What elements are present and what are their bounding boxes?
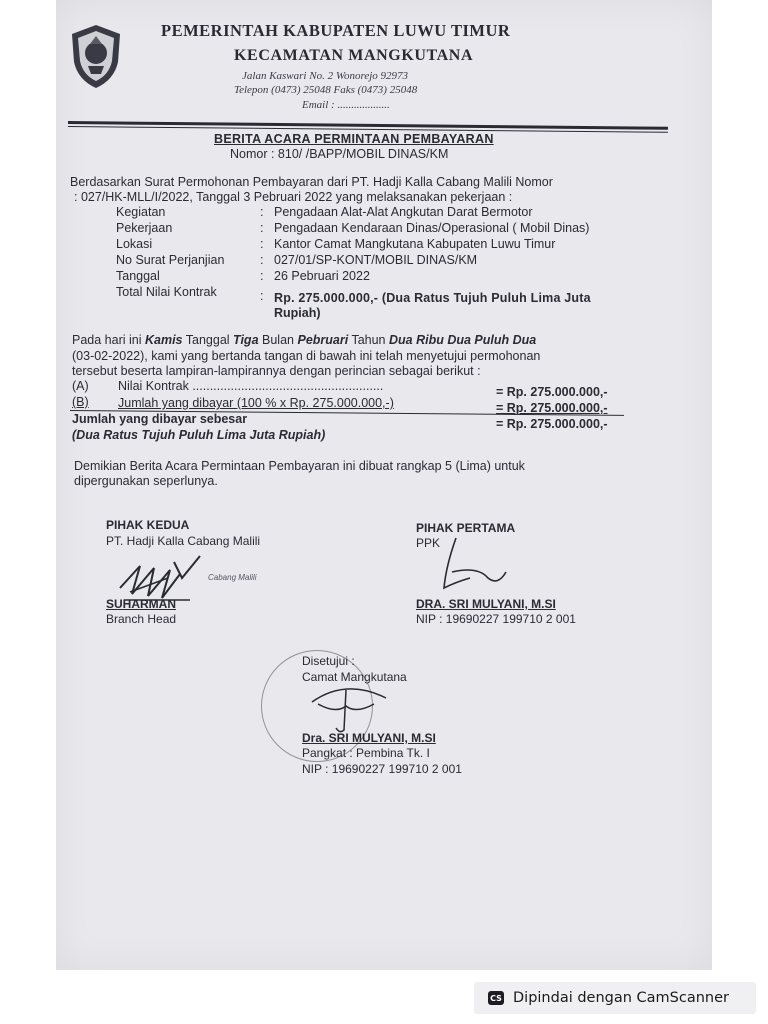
total-paid-value: = Rp. 275.000.000,- (496, 417, 608, 431)
contract-total-value: Rp. 275.000.000,- (Dua Ratus Tujuh Puluh Lima Juta (274, 291, 591, 305)
address-line: Jalan Kaswari No. 2 Wonorejo 92973 (242, 70, 409, 82)
email-line: Email : ................... (302, 99, 390, 111)
closing-line-2: dipergunakan seperlunya. (74, 474, 218, 488)
contract-total-value-cont: Rupiah) (274, 306, 321, 320)
detail-label: Lokasi (116, 237, 153, 251)
item-a-value: = Rp. 275.000.000,- (496, 385, 608, 399)
party2-stamp-text: Cabang Malili (208, 573, 257, 582)
party1-nip: NIP : 19690227 199710 2 001 (416, 612, 576, 626)
detail-colon: : (260, 205, 264, 219)
detail-value: 027/01/SP-KONT/MOBIL DINAS/KM (274, 253, 478, 267)
item-b-label: Jumlah yang dibayar (100 % x Rp. 275.000.000,-) (118, 396, 394, 410)
regency-logo (68, 22, 124, 90)
detail-colon: : (260, 221, 264, 235)
item-b-value: = Rp. 275.000.000,- (496, 401, 608, 415)
approval-name: Dra. SRI MULYANI, M.SI (302, 731, 436, 745)
detail-colon: : (260, 269, 264, 283)
detail-colon: : (260, 237, 264, 251)
party2-org: PT. Hadji Kalla Cabang Malili (106, 534, 261, 548)
detail-value: 26 Pebruari 2022 (274, 269, 370, 283)
closing-line-1: Demikian Berita Acara Permintaan Pembayaran ini dibuat rangkap 5 (Lima) untuk (74, 459, 525, 473)
party1-signature (426, 536, 516, 600)
party2-name: SUHARMAN (106, 597, 176, 611)
total-paid-label: Jumlah yang dibayar sebesar (72, 412, 248, 426)
para-line-3: tersebut beserta lampiran-lampirannya dengan perincian sebagai berikut : (72, 364, 481, 378)
approval-signature (306, 680, 396, 734)
detail-label: Pekerjaan (116, 221, 173, 235)
detail-value: Kantor Camat Mangkutana Kabupaten Luwu Timur (274, 237, 556, 251)
detail-label: Tanggal (116, 269, 160, 283)
scanned-document (56, 0, 712, 970)
detail-label: No Surat Perjanjian (116, 253, 225, 267)
camscanner-icon: CS (488, 991, 504, 1005)
detail-value: Pengadaan Kendaraan Dinas/Operasional ( Mobil Dinas) (274, 221, 590, 235)
detail-colon: : (260, 289, 264, 303)
party2-heading: PIHAK KEDUA (106, 518, 190, 532)
camscanner-watermark (474, 982, 756, 1014)
total-paid-words: (Dua Ratus Tujuh Puluh Lima Juta Rupiah) (72, 428, 326, 442)
party1-name: DRA. SRI MULYANI, M.SI (416, 597, 556, 611)
para-line-1: Pada hari ini Kamis Tanggal Tiga Bulan Pebruari Tahun Dua Ribu Dua Puluh Dua (72, 333, 537, 347)
party1-org: PPK (416, 536, 441, 550)
item-b-code: (B) (72, 395, 89, 409)
item-a-code: (A) (72, 379, 89, 393)
document-number: Nomor : 810/ /BAPP/MOBIL DINAS/KM (230, 147, 449, 161)
gov-line-1: PEMERINTAH KABUPATEN LUWU TIMUR (161, 21, 511, 40)
document-title: BERITA ACARA PERMINTAAN PEMBAYARAN (214, 132, 494, 146)
para-line-2: (03-02-2022), kami yang bertanda tangan di bawah ini telah menyetujui permohonan (72, 349, 541, 363)
gov-line-2: KECAMATAN MANGKUTANA (234, 47, 474, 64)
detail-colon: : (260, 253, 264, 267)
party2-role: Branch Head (106, 612, 177, 626)
detail-value: Pengadaan Alat-Alat Angkutan Darat Bermotor (274, 205, 533, 219)
approval-nip: NIP : 19690227 199710 2 001 (302, 762, 462, 776)
item-a-label: Nilai Kontrak ....................................................... (118, 379, 384, 393)
approval-rank: Pangkat : Pembina Tk. I (302, 746, 430, 760)
approval-line-2: Camat Mangkutana (302, 670, 407, 684)
detail-label: Total Nilai Kontrak (116, 285, 217, 299)
detail-label: Kegiatan (116, 205, 166, 219)
camscanner-label: Dipindai dengan CamScanner (513, 990, 730, 1006)
phone-line: Telepon (0473) 25048 Faks (0473) 25048 (234, 84, 418, 96)
party1-heading: PIHAK PERTAMA (416, 521, 516, 535)
intro-line-1: Berdasarkan Surat Permohonan Pembayaran dari PT. Hadji Kalla Cabang Malili Nomor (70, 175, 553, 189)
approval-line-1: Disetujui : (302, 654, 355, 668)
intro-line-2: : 027/HK-MLL/I/2022, Tanggal 3 Pebruari 2022 yang melaksanakan pekerjaan : (74, 190, 513, 204)
